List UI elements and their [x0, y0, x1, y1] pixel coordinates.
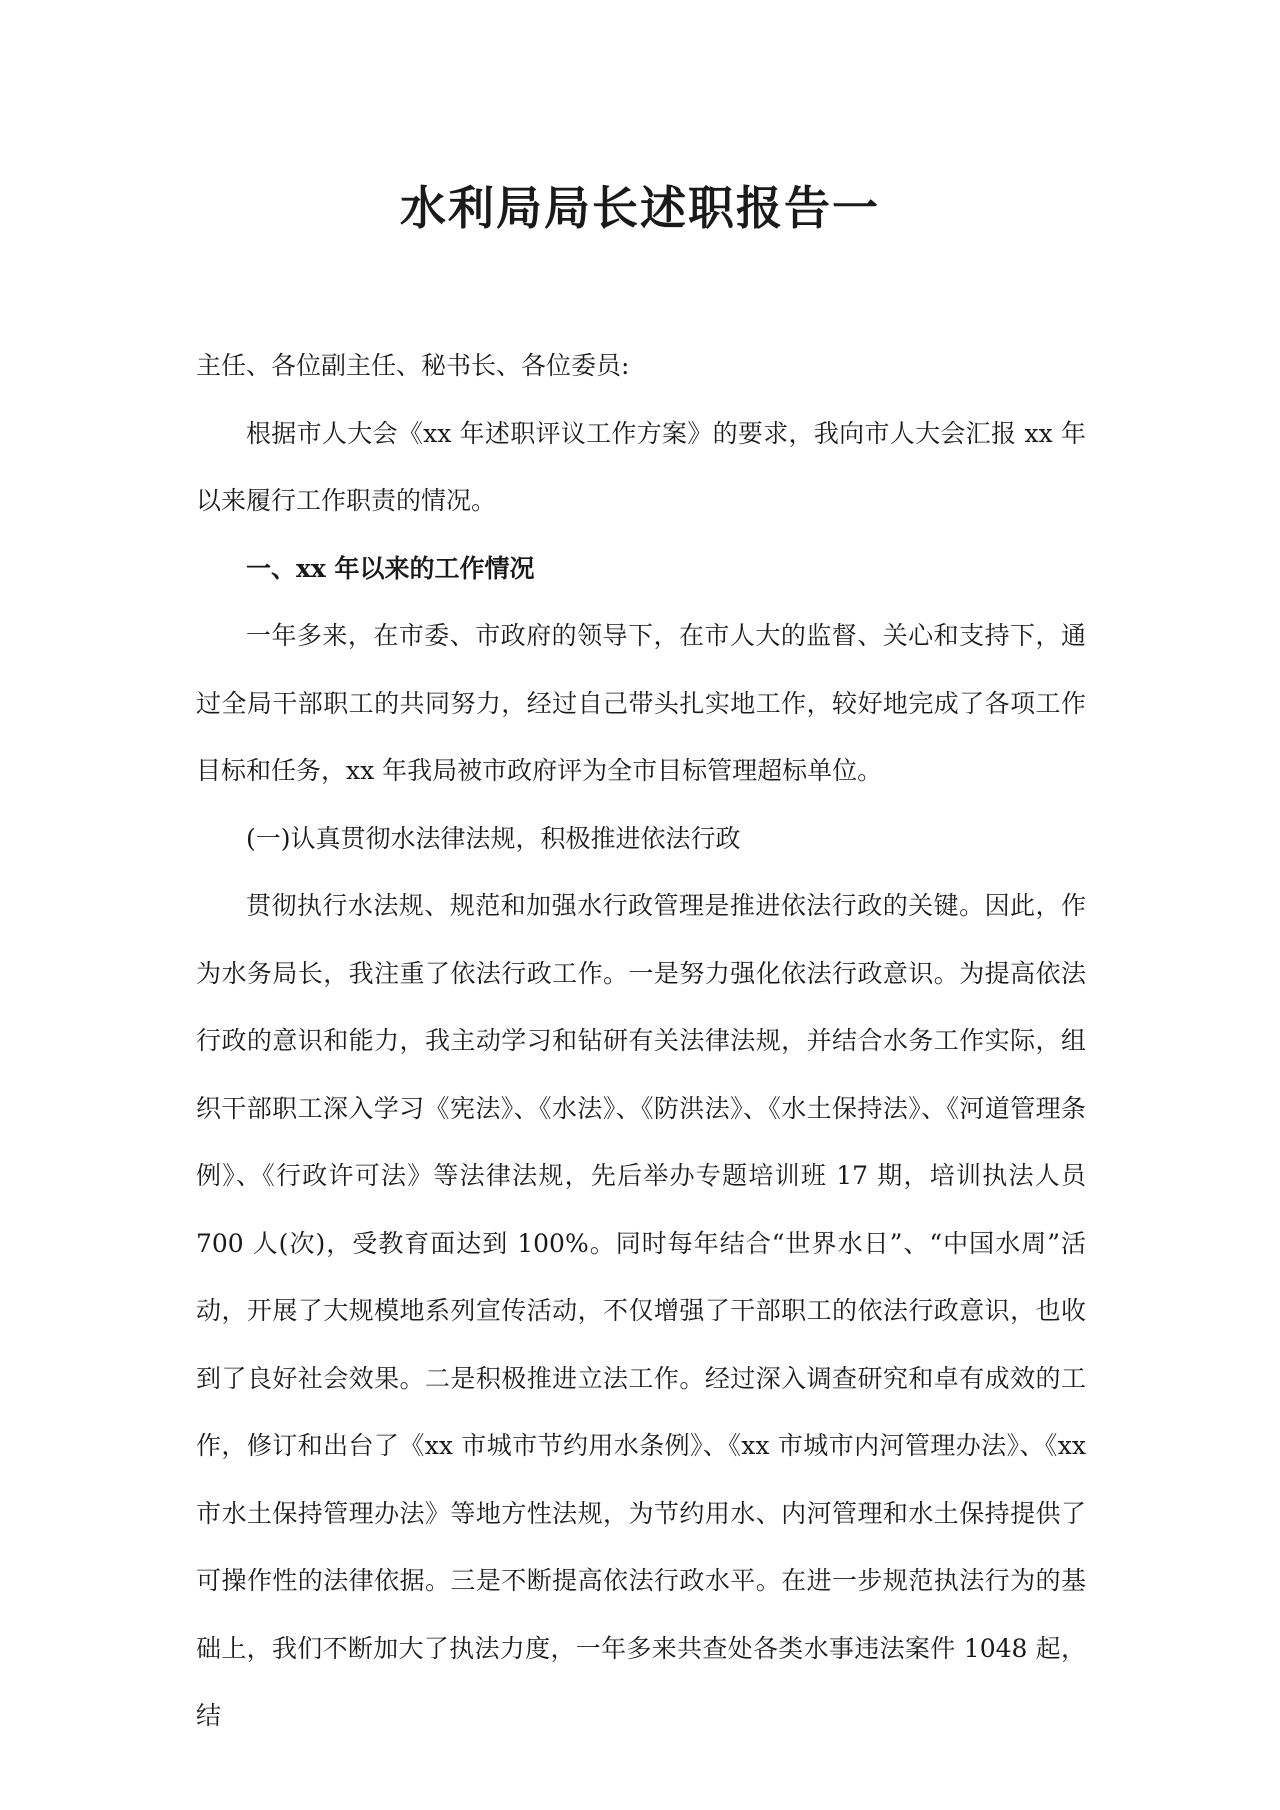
salutation-paragraph: 主任、各位副主任、秘书长、各位委员:: [196, 351, 630, 380]
section-heading: 一、xx 年以来的工作情况: [246, 553, 535, 583]
document-title: 水利局局长述职报告一: [400, 181, 880, 235]
document-body: [196, 332, 1086, 1750]
subsection-body-paragraph: 贯彻执行水法规、规范和加强水行政管理是推进依法行政的关键。因此，作为水务局长，我注重了依法行政工作。一是努力强化依法行政意识。为提高依法行政的意识和能力，我主动学习和钻研有关法律法规，并结合水务工作实际，组织干部职工深入学习《宪法》、《水法》、《防洪法》、《水土保持法》、《河道管理条例》、《行政许可法》等法律法规，先后举办专题培训班 17 期，培训执法人员 700 人(次)，受教育面达到 100%。同时每年结合“世界水日”、“中国水周”活动，开展了大规模地系列宣传活动，不仅增强了干部职工的依法行政意识，也收到了良好社会效果。二是积极推进立法工作。经过深入调查研究和卓有成效的工作，修订和出台了《xx 市城市节约用水条例》、《xx 市城市内河管理办法》、《xx 市水土保持管理办法》等地方性法规，为节约用水、内河管理和水土保持提供了可操作性的法律依据。三是不断提高依法行政水平。在进一步规范执法行为的基础上，我们不断加大了执法力度，一年多来共查处各类水事违法案件 1048 起，结: [196, 891, 1086, 1730]
subsection-heading: (一)认真贯彻水法律法规，积极推进依法行政: [246, 823, 741, 853]
intro-paragraph: 根据市人大会《xx 年述职评议工作方案》的要求，我向市人大会汇报 xx 年以来履行工作职责的情况。: [196, 418, 1086, 515]
section-summary-paragraph: 一年多来，在市委、市政府的领导下，在市人大的监督、关心和支持下，通过全局干部职工的共同努力，经过自己带头扎实地工作，较好地完成了各项工作目标和任务，xx 年我局被市政府评为全市目标管理超标单位。: [196, 621, 1086, 785]
